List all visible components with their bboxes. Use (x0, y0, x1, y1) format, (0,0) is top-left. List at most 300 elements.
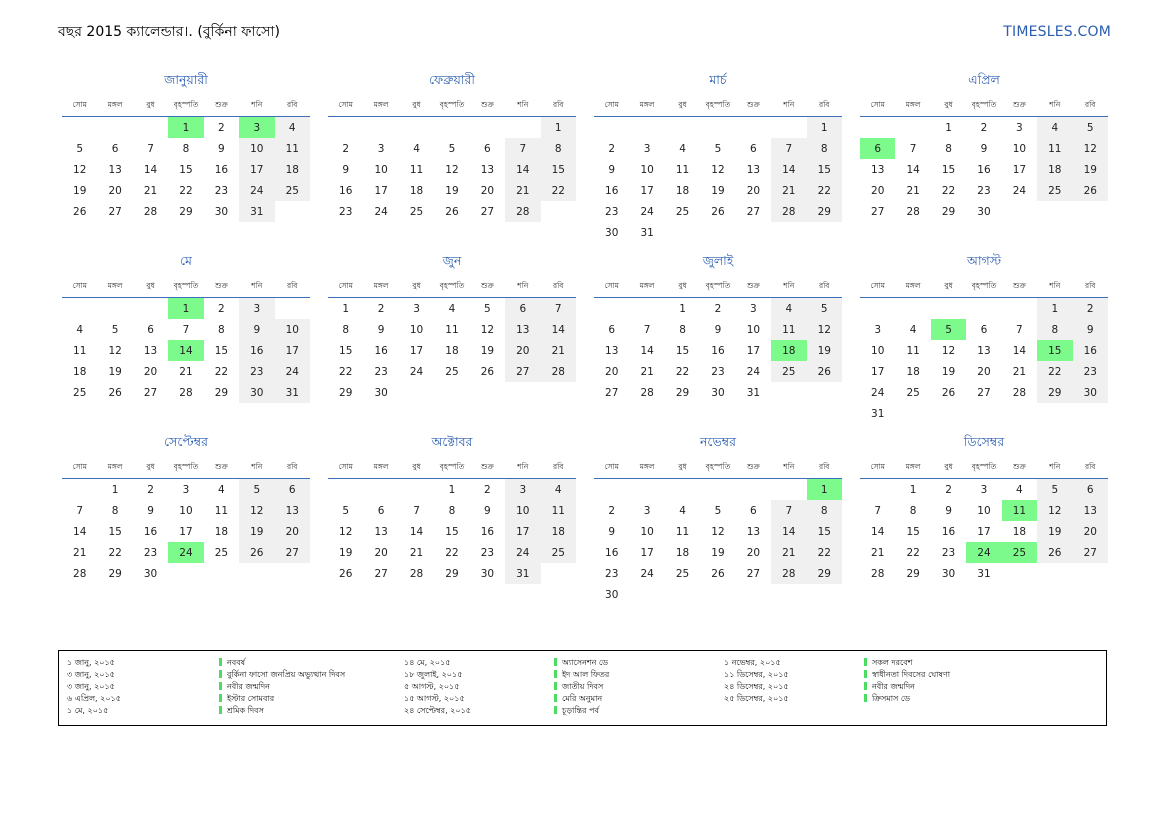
day-cell[interactable]: 20 (605, 365, 619, 378)
day-cell[interactable]: 19 (108, 365, 122, 378)
day-cell[interactable]: 20 (871, 184, 885, 197)
day-cell[interactable]: 8 (342, 323, 350, 336)
day-cell[interactable]: 25 (275, 180, 310, 201)
day-cell[interactable]: 9 (608, 163, 616, 176)
holiday-day-cell[interactable]: 24 (168, 542, 203, 563)
day-cell[interactable]: 18 (214, 525, 229, 538)
day-cell[interactable]: 14 (1012, 344, 1027, 357)
day-cell[interactable]: 15 (807, 159, 842, 180)
day-cell[interactable]: 6 (377, 504, 385, 517)
day-cell[interactable]: 9 (945, 504, 952, 517)
day-cell[interactable]: 8 (218, 323, 225, 336)
day-cell[interactable]: 18 (541, 521, 576, 542)
day-cell[interactable]: 21 (1012, 365, 1027, 378)
day-cell[interactable]: 8 (111, 504, 119, 517)
holiday-day-cell[interactable]: 11 (1002, 500, 1037, 521)
day-cell[interactable]: 11 (675, 163, 690, 176)
day-cell[interactable]: 8 (909, 504, 917, 517)
day-cell[interactable]: 14 (871, 525, 885, 538)
day-cell[interactable]: 28 (541, 361, 576, 382)
day-cell[interactable]: 1 (448, 483, 456, 496)
day-cell[interactable]: 5 (714, 504, 722, 517)
day-cell[interactable]: 19 (239, 521, 274, 542)
day-cell[interactable]: 27 (746, 567, 761, 580)
day-cell[interactable]: 12 (1037, 500, 1072, 521)
day-cell[interactable]: 14 (906, 163, 920, 176)
day-cell[interactable]: 7 (541, 298, 576, 320)
holiday-day-cell[interactable]: 18 (771, 340, 806, 361)
day-cell[interactable]: 10 (409, 323, 424, 336)
day-cell[interactable]: 15 (108, 525, 122, 538)
day-cell[interactable]: 4 (275, 117, 310, 139)
day-cell[interactable]: 5 (111, 323, 119, 336)
day-cell[interactable]: 23 (214, 184, 229, 197)
day-cell[interactable]: 23 (605, 567, 619, 580)
day-cell[interactable]: 8 (807, 500, 842, 521)
day-cell[interactable]: 16 (605, 184, 619, 197)
day-cell[interactable]: 31 (275, 382, 310, 403)
day-cell[interactable]: 8 (541, 138, 576, 159)
day-cell[interactable]: 12 (941, 344, 956, 357)
day-cell[interactable]: 11 (214, 504, 229, 517)
day-cell[interactable]: 2 (714, 302, 722, 315)
day-cell[interactable]: 30 (605, 588, 619, 601)
holiday-day-cell[interactable]: 5 (931, 319, 966, 340)
day-cell[interactable]: 16 (941, 525, 956, 538)
day-cell[interactable]: 21 (505, 180, 540, 201)
day-cell[interactable]: 13 (977, 344, 991, 357)
holiday-day-cell[interactable]: 25 (1002, 542, 1037, 563)
day-cell[interactable]: 20 (746, 184, 761, 197)
day-cell[interactable]: 11 (541, 500, 576, 521)
day-cell[interactable]: 25 (1037, 180, 1072, 201)
day-cell[interactable]: 13 (374, 525, 388, 538)
day-cell[interactable]: 4 (413, 142, 420, 155)
day-cell[interactable]: 8 (1037, 319, 1072, 340)
day-cell[interactable]: 10 (505, 500, 540, 521)
day-cell[interactable]: 5 (807, 298, 842, 320)
day-cell[interactable]: 15 (941, 163, 956, 176)
day-cell[interactable]: 15 (214, 344, 229, 357)
day-cell[interactable]: 3 (1016, 121, 1023, 134)
day-cell[interactable]: 17 (1012, 163, 1027, 176)
day-cell[interactable]: 6 (980, 323, 988, 336)
day-cell[interactable]: 14 (409, 525, 424, 538)
day-cell[interactable]: 11 (409, 163, 424, 176)
day-cell[interactable]: 15 (179, 163, 193, 176)
day-cell[interactable]: 29 (941, 205, 956, 218)
day-cell[interactable]: 12 (711, 163, 725, 176)
day-cell[interactable]: 9 (147, 504, 154, 517)
day-cell[interactable]: 13 (605, 344, 619, 357)
day-cell[interactable]: 27 (374, 567, 388, 580)
day-cell[interactable]: 10 (746, 323, 761, 336)
day-cell[interactable]: 25 (675, 205, 690, 218)
day-cell[interactable]: 17 (275, 340, 310, 361)
day-cell[interactable]: 10 (640, 163, 654, 176)
day-cell[interactable]: 19 (480, 344, 495, 357)
day-cell[interactable]: 22 (445, 546, 459, 559)
day-cell[interactable]: 31 (977, 567, 991, 580)
day-cell[interactable]: 18 (906, 365, 920, 378)
day-cell[interactable]: 17 (374, 184, 388, 197)
day-cell[interactable]: 17 (179, 525, 193, 538)
day-cell[interactable]: 2 (147, 483, 154, 496)
day-cell[interactable]: 31 (505, 563, 540, 584)
day-cell[interactable]: 12 (1073, 138, 1108, 159)
day-cell[interactable]: 7 (505, 138, 540, 159)
day-cell[interactable]: 28 (505, 201, 540, 222)
day-cell[interactable]: 20 (505, 340, 540, 361)
day-cell[interactable]: 18 (675, 546, 690, 559)
day-cell[interactable]: 16 (480, 525, 495, 538)
day-cell[interactable]: 19 (807, 340, 842, 361)
day-cell[interactable]: 8 (448, 504, 456, 517)
day-cell[interactable]: 5 (1037, 479, 1072, 501)
day-cell[interactable]: 9 (484, 504, 491, 517)
day-cell[interactable]: 21 (409, 546, 424, 559)
day-cell[interactable]: 14 (771, 159, 806, 180)
day-cell[interactable]: 19 (941, 365, 956, 378)
day-cell[interactable]: 28 (640, 386, 654, 399)
day-cell[interactable]: 24 (275, 361, 310, 382)
day-cell[interactable]: 9 (608, 525, 616, 538)
day-cell[interactable]: 12 (108, 344, 122, 357)
day-cell[interactable]: 22 (941, 184, 956, 197)
day-cell[interactable]: 8 (807, 138, 842, 159)
day-cell[interactable]: 30 (941, 567, 956, 580)
day-cell[interactable]: 7 (909, 142, 917, 155)
day-cell[interactable]: 25 (675, 567, 690, 580)
day-cell[interactable]: 1 (945, 121, 952, 134)
day-cell[interactable]: 13 (108, 163, 122, 176)
day-cell[interactable]: 1 (541, 117, 576, 139)
day-cell[interactable]: 4 (679, 142, 686, 155)
day-cell[interactable]: 28 (179, 386, 193, 399)
day-cell[interactable]: 27 (605, 386, 619, 399)
day-cell[interactable]: 24 (239, 180, 274, 201)
day-cell[interactable]: 3 (980, 483, 988, 496)
day-cell[interactable]: 26 (941, 386, 956, 399)
day-cell[interactable]: 25 (445, 365, 459, 378)
day-cell[interactable]: 29 (807, 563, 842, 584)
day-cell[interactable]: 23 (143, 546, 158, 559)
day-cell[interactable]: 26 (1037, 542, 1072, 563)
day-cell[interactable]: 6 (147, 323, 154, 336)
day-cell[interactable]: 13 (275, 500, 310, 521)
day-cell[interactable]: 10 (374, 163, 388, 176)
day-cell[interactable]: 22 (807, 180, 842, 201)
day-cell[interactable]: 21 (640, 365, 654, 378)
day-cell[interactable]: 9 (218, 142, 225, 155)
day-cell[interactable]: 30 (239, 382, 274, 403)
day-cell[interactable]: 21 (771, 542, 806, 563)
day-cell[interactable]: 27 (275, 542, 310, 563)
day-cell[interactable]: 5 (714, 142, 722, 155)
day-cell[interactable]: 3 (239, 298, 274, 320)
day-cell[interactable]: 2 (608, 504, 616, 517)
holiday-day-cell[interactable]: 1 (168, 298, 203, 320)
day-cell[interactable]: 10 (275, 319, 310, 340)
day-cell[interactable]: 12 (480, 323, 495, 336)
day-cell[interactable]: 3 (874, 323, 882, 336)
day-cell[interactable]: 17 (640, 184, 654, 197)
day-cell[interactable]: 13 (746, 525, 761, 538)
day-cell[interactable]: 21 (541, 340, 576, 361)
day-cell[interactable]: 27 (871, 205, 885, 218)
day-cell[interactable]: 24 (746, 365, 761, 378)
day-cell[interactable]: 30 (480, 567, 495, 580)
day-cell[interactable]: 9 (342, 163, 350, 176)
day-cell[interactable]: 16 (1073, 340, 1108, 361)
day-cell[interactable]: 4 (679, 504, 686, 517)
day-cell[interactable]: 23 (941, 546, 956, 559)
day-cell[interactable]: 29 (214, 386, 229, 399)
day-cell[interactable]: 3 (750, 302, 757, 315)
day-cell[interactable]: 13 (871, 163, 885, 176)
day-cell[interactable]: 6 (275, 479, 310, 501)
day-cell[interactable]: 18 (1012, 525, 1027, 538)
day-cell[interactable]: 12 (807, 319, 842, 340)
day-cell[interactable]: 14 (640, 344, 654, 357)
day-cell[interactable]: 4 (76, 323, 84, 336)
day-cell[interactable]: 27 (480, 205, 495, 218)
day-cell[interactable]: 31 (746, 386, 761, 399)
day-cell[interactable]: 15 (807, 521, 842, 542)
day-cell[interactable]: 22 (339, 365, 353, 378)
day-cell[interactable]: 20 (143, 365, 158, 378)
day-cell[interactable]: 22 (541, 180, 576, 201)
day-cell[interactable]: 7 (771, 500, 806, 521)
day-cell[interactable]: 28 (409, 567, 424, 580)
day-cell[interactable]: 1 (679, 302, 686, 315)
day-cell[interactable]: 18 (445, 344, 459, 357)
day-cell[interactable]: 14 (771, 521, 806, 542)
day-cell[interactable]: 19 (711, 184, 725, 197)
day-cell[interactable]: 5 (448, 142, 456, 155)
day-cell[interactable]: 21 (871, 546, 885, 559)
day-cell[interactable]: 16 (374, 344, 388, 357)
day-cell[interactable]: 10 (1012, 142, 1027, 155)
day-cell[interactable]: 17 (871, 365, 885, 378)
day-cell[interactable]: 21 (73, 546, 87, 559)
day-cell[interactable]: 4 (771, 298, 806, 320)
day-cell[interactable]: 23 (480, 546, 495, 559)
day-cell[interactable]: 5 (1073, 117, 1108, 139)
day-cell[interactable]: 15 (541, 159, 576, 180)
holiday-day-cell[interactable]: 14 (168, 340, 203, 361)
day-cell[interactable]: 19 (339, 546, 353, 559)
day-cell[interactable]: 8 (182, 142, 190, 155)
day-cell[interactable]: 2 (980, 121, 988, 134)
day-cell[interactable]: 23 (977, 184, 991, 197)
day-cell[interactable]: 28 (771, 201, 806, 222)
day-cell[interactable]: 3 (643, 142, 651, 155)
day-cell[interactable]: 28 (73, 567, 87, 580)
day-cell[interactable]: 9 (980, 142, 988, 155)
day-cell[interactable]: 3 (505, 479, 540, 501)
day-cell[interactable]: 27 (746, 205, 761, 218)
day-cell[interactable]: 9 (239, 319, 274, 340)
day-cell[interactable]: 24 (505, 542, 540, 563)
day-cell[interactable]: 28 (906, 205, 920, 218)
day-cell[interactable]: 12 (711, 525, 725, 538)
day-cell[interactable]: 22 (906, 546, 920, 559)
day-cell[interactable]: 20 (275, 521, 310, 542)
day-cell[interactable]: 13 (480, 163, 495, 176)
day-cell[interactable]: 19 (1073, 159, 1108, 180)
day-cell[interactable]: 6 (111, 142, 119, 155)
day-cell[interactable]: 18 (1037, 159, 1072, 180)
day-cell[interactable]: 26 (73, 205, 87, 218)
day-cell[interactable]: 29 (339, 386, 353, 399)
day-cell[interactable]: 1 (807, 117, 842, 139)
day-cell[interactable]: 31 (871, 407, 885, 420)
day-cell[interactable]: 20 (1073, 521, 1108, 542)
day-cell[interactable]: 1 (909, 483, 917, 496)
day-cell[interactable]: 11 (675, 525, 690, 538)
day-cell[interactable]: 4 (1037, 117, 1072, 139)
day-cell[interactable]: 21 (771, 180, 806, 201)
day-cell[interactable]: 27 (977, 386, 991, 399)
day-cell[interactable]: 16 (143, 525, 158, 538)
day-cell[interactable]: 11 (73, 344, 87, 357)
day-cell[interactable]: 19 (1037, 521, 1072, 542)
day-cell[interactable]: 29 (108, 567, 122, 580)
day-cell[interactable]: 6 (1073, 479, 1108, 501)
day-cell[interactable]: 9 (377, 323, 385, 336)
day-cell[interactable]: 25 (73, 386, 87, 399)
day-cell[interactable]: 12 (73, 163, 87, 176)
day-cell[interactable]: 26 (1073, 180, 1108, 201)
day-cell[interactable]: 22 (807, 542, 842, 563)
day-cell[interactable]: 30 (711, 386, 725, 399)
day-cell[interactable]: 10 (640, 525, 654, 538)
day-cell[interactable]: 7 (76, 504, 84, 517)
day-cell[interactable]: 11 (771, 319, 806, 340)
day-cell[interactable]: 25 (541, 542, 576, 563)
day-cell[interactable]: 3 (413, 302, 420, 315)
day-cell[interactable]: 29 (675, 386, 690, 399)
day-cell[interactable]: 23 (711, 365, 725, 378)
day-cell[interactable]: 5 (76, 142, 84, 155)
day-cell[interactable]: 4 (909, 323, 917, 336)
day-cell[interactable]: 7 (413, 504, 420, 517)
day-cell[interactable]: 20 (374, 546, 388, 559)
day-cell[interactable]: 14 (73, 525, 87, 538)
day-cell[interactable]: 4 (218, 483, 225, 496)
day-cell[interactable]: 20 (480, 184, 495, 197)
day-cell[interactable]: 26 (445, 205, 459, 218)
day-cell[interactable]: 16 (239, 340, 274, 361)
day-cell[interactable]: 17 (409, 344, 424, 357)
day-cell[interactable]: 20 (746, 546, 761, 559)
day-cell[interactable]: 11 (275, 138, 310, 159)
day-cell[interactable]: 30 (605, 226, 619, 239)
day-cell[interactable]: 23 (374, 365, 388, 378)
day-cell[interactable]: 22 (1037, 361, 1072, 382)
day-cell[interactable]: 30 (1073, 382, 1108, 403)
day-cell[interactable]: 30 (143, 567, 158, 580)
day-cell[interactable]: 2 (608, 142, 616, 155)
day-cell[interactable]: 9 (1073, 319, 1108, 340)
day-cell[interactable]: 11 (445, 323, 459, 336)
day-cell[interactable]: 7 (643, 323, 651, 336)
day-cell[interactable]: 24 (374, 205, 388, 218)
holiday-day-cell[interactable]: 1 (168, 117, 203, 139)
day-cell[interactable]: 31 (239, 201, 274, 222)
day-cell[interactable]: 28 (1012, 386, 1027, 399)
day-cell[interactable]: 21 (906, 184, 920, 197)
day-cell[interactable]: 30 (214, 205, 229, 218)
day-cell[interactable]: 16 (711, 344, 725, 357)
day-cell[interactable]: 5 (342, 504, 350, 517)
day-cell[interactable]: 12 (445, 163, 459, 176)
day-cell[interactable]: 17 (505, 521, 540, 542)
day-cell[interactable]: 26 (711, 205, 725, 218)
day-cell[interactable]: 26 (108, 386, 122, 399)
day-cell[interactable]: 3 (643, 504, 651, 517)
day-cell[interactable]: 27 (1073, 542, 1108, 563)
day-cell[interactable]: 20 (108, 184, 122, 197)
day-cell[interactable]: 23 (339, 205, 353, 218)
day-cell[interactable]: 14 (143, 163, 158, 176)
day-cell[interactable]: 20 (977, 365, 991, 378)
day-cell[interactable]: 7 (771, 138, 806, 159)
day-cell[interactable]: 7 (147, 142, 154, 155)
day-cell[interactable]: 23 (605, 205, 619, 218)
day-cell[interactable]: 2 (484, 483, 491, 496)
day-cell[interactable]: 18 (73, 365, 87, 378)
day-cell[interactable]: 24 (640, 567, 654, 580)
day-cell[interactable]: 26 (711, 567, 725, 580)
day-cell[interactable]: 7 (874, 504, 882, 517)
day-cell[interactable]: 1 (342, 302, 350, 315)
day-cell[interactable]: 16 (605, 546, 619, 559)
day-cell[interactable]: 2 (218, 121, 225, 134)
day-cell[interactable]: 23 (1073, 361, 1108, 382)
day-cell[interactable]: 6 (505, 298, 540, 320)
day-cell[interactable]: 25 (906, 386, 920, 399)
day-cell[interactable]: 28 (143, 205, 158, 218)
day-cell[interactable]: 10 (179, 504, 193, 517)
day-cell[interactable]: 17 (640, 546, 654, 559)
day-cell[interactable]: 1 (1037, 298, 1072, 320)
day-cell[interactable]: 3 (377, 142, 385, 155)
day-cell[interactable]: 26 (807, 361, 842, 382)
day-cell[interactable]: 8 (945, 142, 952, 155)
day-cell[interactable]: 15 (445, 525, 459, 538)
day-cell[interactable]: 2 (342, 142, 350, 155)
day-cell[interactable]: 29 (179, 205, 193, 218)
day-cell[interactable]: 12 (239, 500, 274, 521)
day-cell[interactable]: 13 (746, 163, 761, 176)
day-cell[interactable]: 16 (339, 184, 353, 197)
day-cell[interactable]: 14 (541, 319, 576, 340)
day-cell[interactable]: 19 (445, 184, 459, 197)
day-cell[interactable]: 25 (771, 361, 806, 382)
day-cell[interactable]: 26 (239, 542, 274, 563)
day-cell[interactable]: 26 (339, 567, 353, 580)
day-cell[interactable]: 26 (480, 365, 495, 378)
day-cell[interactable]: 27 (108, 205, 122, 218)
day-cell[interactable]: 10 (239, 138, 274, 159)
day-cell[interactable]: 18 (675, 184, 690, 197)
day-cell[interactable]: 6 (608, 323, 616, 336)
day-cell[interactable]: 29 (1037, 382, 1072, 403)
day-cell[interactable]: 29 (807, 201, 842, 222)
day-cell[interactable]: 1 (111, 483, 119, 496)
